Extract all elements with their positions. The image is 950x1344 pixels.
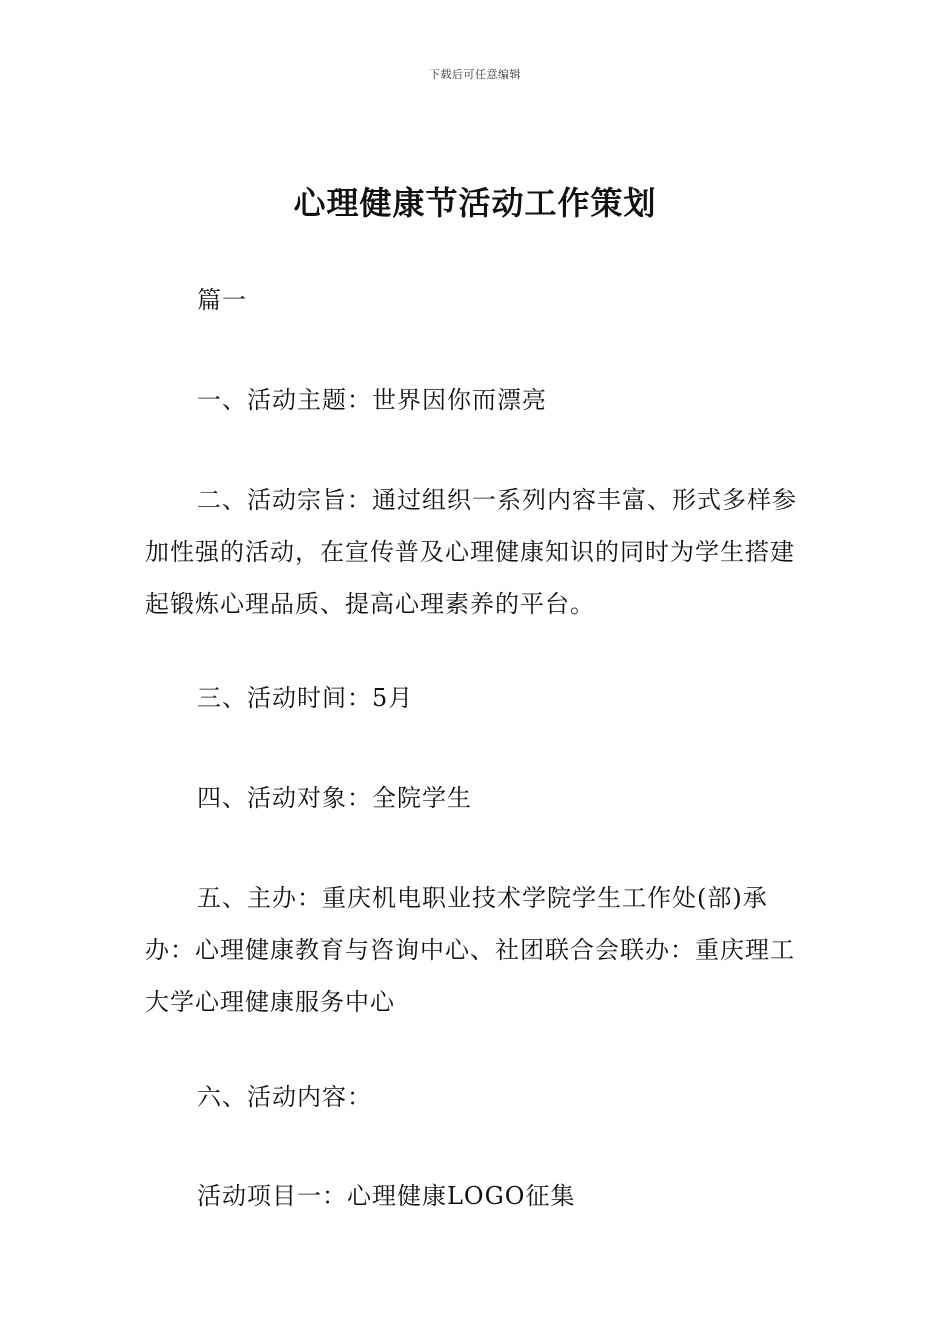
paragraph-organizers: 五、主办：重庆机电职业技术学院学生工作处(部)承办：心理健康教育与咨询中心、社团联合会联办：重庆理工大学心理健康服务中心 bbox=[145, 884, 795, 1016]
section-heading: 篇一 bbox=[197, 286, 247, 314]
header-note: 下载后可任意编辑 bbox=[429, 68, 521, 81]
paragraph-time: 三、活动时间：5月 bbox=[197, 684, 414, 712]
document-title: 心理健康节活动工作策划 bbox=[293, 184, 657, 222]
paragraph-content: 六、活动内容： bbox=[197, 1083, 372, 1111]
paragraph-audience: 四、活动对象：全院学生 bbox=[197, 784, 472, 812]
paragraph-theme: 一、活动主题：世界因你而漂亮 bbox=[197, 386, 547, 414]
paragraph-purpose: 二、活动宗旨：通过组织一系列内容丰富、形式多样参加性强的活动，在宣传普及心理健康知识的同时为学生搭建起锻炼心理品质、提高心理素养的平台。 bbox=[145, 486, 797, 618]
paragraph-item-one: 活动项目一：心理健康LOGO征集 bbox=[197, 1182, 576, 1210]
